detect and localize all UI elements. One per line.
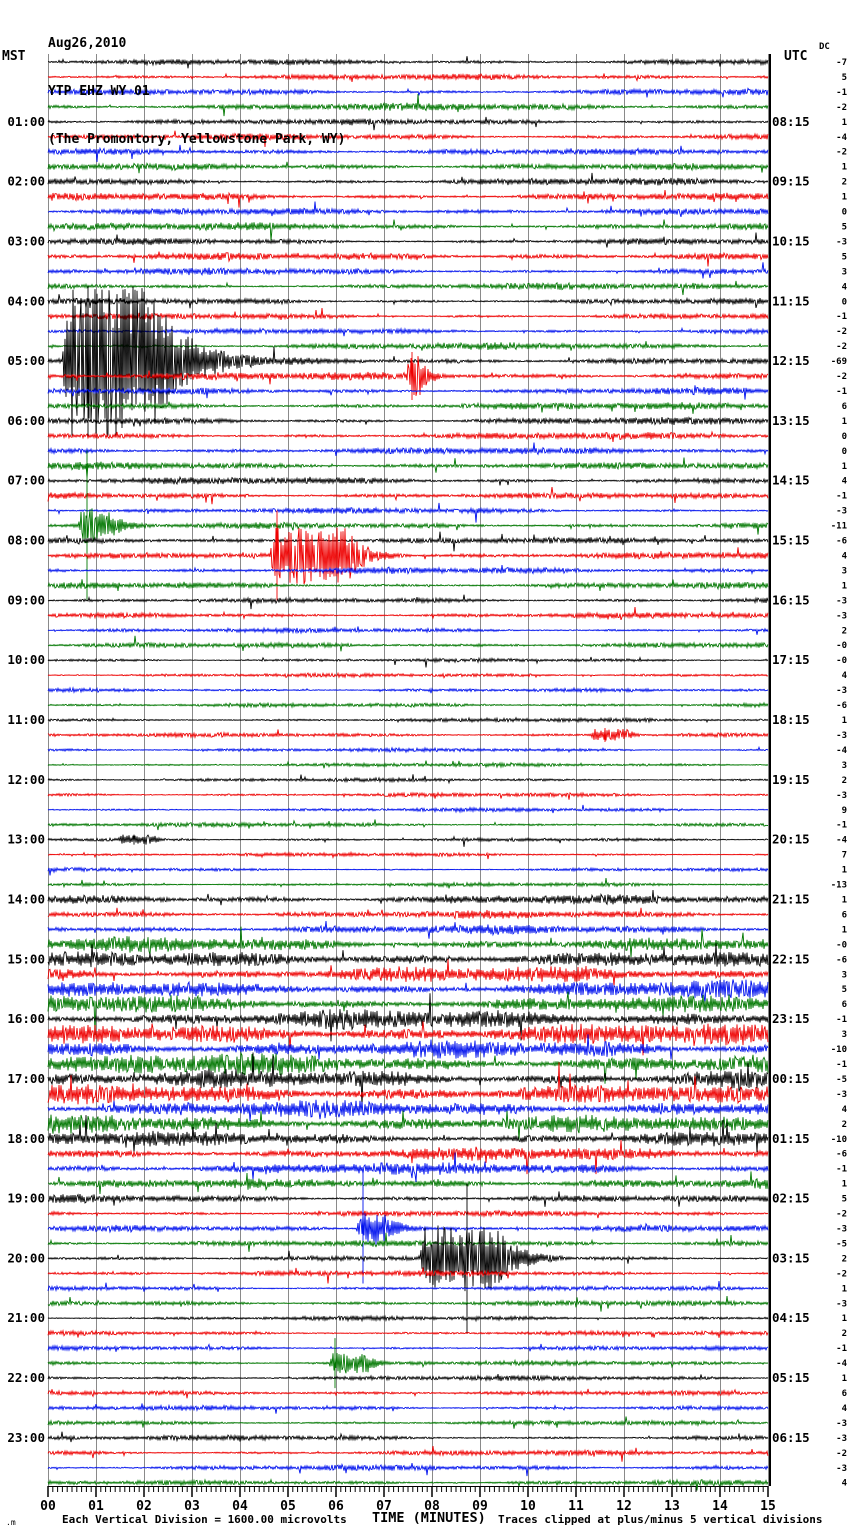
seismo-trace-row-1315 [48, 852, 768, 859]
dc-offset-value: 1 [841, 117, 847, 128]
dc-offset-value: 4 [841, 282, 847, 293]
seismo-trace-row-1000 [48, 657, 768, 667]
dc-offset-value: 2 [841, 1119, 847, 1130]
seismo-trace-row-0615 [48, 432, 768, 442]
x-tick-label: 06 [328, 1499, 344, 1514]
dc-offset-value: -4 [836, 745, 847, 756]
seismo-trace-row-1045 [48, 703, 768, 707]
seismo-trace-row-2030 [48, 1281, 768, 1292]
mst-hour-label: 04:00 [7, 293, 45, 309]
utc-hour-label: 21:15 [772, 891, 810, 907]
utc-hour-label: 11:15 [772, 293, 810, 309]
dc-offset-value: 2 [841, 1329, 847, 1340]
dc-offset-value: -2 [836, 327, 847, 338]
dc-offset-value: 1 [841, 925, 847, 936]
dc-offset-value: 4 [841, 476, 847, 487]
seismo-trace-row-2045 [48, 1296, 768, 1312]
dc-offset-value: -3 [836, 1418, 847, 1429]
seismo-trace-row-1130 [48, 747, 768, 752]
utc-hour-label: 04:15 [772, 1310, 810, 1326]
dc-offset-value: -1 [836, 312, 847, 323]
dc-offset-value: 0 [841, 207, 847, 218]
mst-hour-label: 08:00 [7, 532, 45, 548]
utc-hour-label: 22:15 [772, 951, 810, 967]
seismo-trace-row-1915 [48, 1210, 768, 1218]
utc-hour-label: 18:15 [772, 712, 810, 728]
seismo-trace-row-1030 [48, 688, 768, 693]
utc-hour-label: 14:15 [772, 472, 810, 488]
dc-offset-value: -3 [836, 1224, 847, 1235]
dc-offset-value: 1 [841, 416, 847, 427]
dc-offset-value: 6 [841, 401, 847, 412]
x-tick-label: 04 [232, 1499, 248, 1514]
mst-hour-label: 20:00 [7, 1250, 45, 1266]
dc-offset-value: -3 [836, 611, 847, 622]
seismo-trace-row-1330 [48, 868, 768, 876]
seismo-trace-row-1200 [48, 774, 768, 782]
page-title [48, 4, 345, 180]
seismo-trace-row-0600 [48, 417, 768, 426]
dc-offset-value: 1 [841, 461, 847, 472]
dc-offset-value: -0 [836, 656, 847, 667]
dc-offset-value: -2 [836, 1209, 847, 1220]
dc-offset-value: -1 [836, 1344, 847, 1355]
left-timezone-label: MST [2, 49, 26, 64]
x-tick-label: 05 [280, 1499, 296, 1514]
mst-hour-label: 16:00 [7, 1011, 45, 1027]
seismo-trace-row-2015 [48, 1268, 768, 1284]
dc-offset-value: -1 [836, 491, 847, 502]
seismo-trace-row-2200 [48, 1374, 768, 1381]
utc-hour-label: 23:15 [772, 1011, 810, 1027]
dc-offset-value: 0 [841, 431, 847, 442]
x-tick-label: 02 [136, 1499, 152, 1514]
utc-hour-label: 10:15 [772, 233, 810, 249]
x-tick-label: 07 [376, 1499, 392, 1514]
seismo-trace-row-1945 [48, 1233, 768, 1252]
seismo-trace-row-1530 [48, 979, 768, 1004]
seismo-trace-row-0745 [48, 451, 768, 601]
dc-offset-value: -1 [836, 1164, 847, 1175]
mst-hour-label: 23:00 [7, 1429, 45, 1445]
x-tick-label: 01 [88, 1499, 104, 1514]
dc-offset-value: 4 [841, 551, 847, 562]
dc-offset-value: -2 [836, 147, 847, 158]
seismo-trace-row-0245 [48, 220, 768, 241]
utc-hour-label: 06:15 [772, 1429, 810, 1445]
dc-offset-value: -3 [836, 1299, 847, 1310]
seismo-trace-row-0900 [48, 595, 768, 609]
mst-hour-label: 01:00 [7, 113, 45, 129]
utc-hour-label: 17:15 [772, 652, 810, 668]
seismo-trace-row-0930 [48, 627, 768, 635]
dc-offset-value: 6 [841, 1000, 847, 1011]
dc-offset-value: 3 [841, 970, 847, 981]
seismo-trace-row-0715 [48, 487, 768, 504]
dc-offset-value: -5 [836, 1074, 847, 1085]
dc-offset-value: 4 [841, 671, 847, 682]
seismo-trace-row-1345 [48, 878, 768, 888]
dc-offset-value: -2 [836, 102, 847, 113]
seismo-trace-row-1930 [48, 1173, 768, 1283]
dc-offset-value: -3 [836, 237, 847, 248]
seismo-trace-row-1715 [48, 1062, 768, 1104]
seismo-trace-row-2145 [48, 1338, 768, 1388]
seismo-trace-row-0800 [48, 532, 768, 552]
dc-offset-value: 1 [841, 865, 847, 876]
dc-offset-value: 0 [841, 446, 847, 457]
seismo-trace-row-2000 [48, 1183, 768, 1333]
dc-offset-value: 6 [841, 1388, 847, 1399]
dc-offset-value: -2 [836, 342, 847, 353]
dc-offset-value: 5 [841, 1194, 847, 1205]
seismo-trace-row-2330 [48, 1463, 768, 1476]
seismo-trace-row-1515 [48, 959, 768, 986]
utc-hour-label: 13:15 [772, 412, 810, 428]
seismo-trace-row-1400 [48, 890, 768, 905]
seismo-trace-row-1415 [48, 908, 768, 919]
seismo-trace-row-0415 [48, 308, 768, 320]
dc-offset-value: -2 [836, 1448, 847, 1459]
dc-offset-value: 4 [841, 1104, 847, 1115]
title-date: Aug26,2010 [48, 36, 127, 51]
dc-offset-value: 9 [841, 805, 847, 816]
dc-offset-value: 1 [841, 162, 847, 173]
x-tick-label: 13 [664, 1499, 680, 1514]
dc-offset-value: 0 [841, 297, 847, 308]
dc-offset-value: 1 [841, 716, 847, 727]
utc-hour-label: 15:15 [772, 532, 810, 548]
seismo-trace-row-0315 [48, 252, 768, 267]
x-tick-label: 15 [760, 1499, 776, 1514]
dc-offset-value: -5 [836, 1239, 847, 1250]
dc-offset-value: -4 [836, 1359, 847, 1370]
mst-hour-label: 11:00 [7, 712, 45, 728]
seismo-trace-row-0400 [48, 294, 768, 308]
dc-offset-value: 3 [841, 760, 847, 771]
seismo-trace-row-1100 [48, 718, 768, 723]
dc-offset-value: 5 [841, 72, 847, 83]
dc-offset-value: -1 [836, 1059, 847, 1070]
corner-mark: .m [6, 1518, 16, 1527]
dc-offset-value: -6 [836, 955, 847, 966]
dc-offset-value: -1 [836, 1015, 847, 1026]
utc-hour-label: 19:15 [772, 771, 810, 787]
seismo-trace-row-0300 [48, 233, 768, 248]
dc-offset-value: -1 [836, 87, 847, 98]
dc-offset-value: -11 [830, 521, 847, 532]
dc-offset-value: 1 [841, 1179, 847, 1190]
seismo-trace-row-0215 [48, 190, 768, 208]
mst-hour-label: 09:00 [7, 592, 45, 608]
dc-offset-value: -6 [836, 1149, 847, 1160]
clip-note: Traces clipped at plus/minus 5 vertical divisions [498, 1513, 823, 1526]
dc-offset-value: 2 [841, 1254, 847, 1265]
seismo-trace-row-0915 [48, 607, 768, 620]
utc-hour-label: 08:15 [772, 113, 810, 129]
utc-hour-label: 09:15 [772, 173, 810, 189]
dc-offset-value: 7 [841, 850, 847, 861]
dc-offset-value: 1 [841, 1284, 847, 1295]
dc-offset-value: 2 [841, 775, 847, 786]
dc-offset-value: -69 [830, 357, 847, 368]
seismo-trace-row-2230 [48, 1403, 768, 1413]
seismo-trace-row-0945 [48, 636, 768, 652]
dc-offset-value: -3 [836, 506, 847, 517]
x-tick-label: 08 [424, 1499, 440, 1514]
seismo-trace-row-1215 [48, 793, 768, 800]
seismo-trace-row-0345 [48, 281, 768, 295]
mst-hour-label: 10:00 [7, 652, 45, 668]
mst-hour-label: 03:00 [7, 233, 45, 249]
dc-offset-value: 6 [841, 910, 847, 921]
vertical-division-note: Each Vertical Division = 1600.00 microvolts [62, 1513, 347, 1526]
utc-hour-label: 05:15 [772, 1370, 810, 1386]
dc-offset-value: -0 [836, 641, 847, 652]
utc-hour-label: 03:15 [772, 1250, 810, 1266]
seismo-trace-row-0700 [48, 477, 768, 486]
seismo-trace-row-2315 [48, 1446, 768, 1462]
dc-offset-value: -3 [836, 596, 847, 607]
utc-hour-label: 00:15 [772, 1070, 810, 1086]
mst-hour-label: 22:00 [7, 1370, 45, 1386]
x-tick-label: 12 [616, 1499, 632, 1514]
mst-hour-label: 02:00 [7, 173, 45, 189]
title-station: YTP EHZ WY 01 [48, 84, 150, 99]
x-tick-label: 03 [184, 1499, 200, 1514]
seismo-trace-row-1145 [48, 761, 768, 769]
mst-hour-label: 06:00 [7, 412, 45, 428]
dc-offset-value: -10 [830, 1045, 847, 1056]
seismo-trace-row-0830 [48, 565, 768, 574]
seismo-trace-row-1430 [48, 921, 768, 939]
seismo-trace-row-1015 [48, 673, 768, 678]
right-timezone-label: UTC [784, 49, 808, 64]
dc-offset-value: -3 [836, 1433, 847, 1444]
dc-offset-value: -1 [836, 820, 847, 831]
seismo-trace-row-1900 [48, 1191, 768, 1206]
dc-offset-value: 5 [841, 252, 847, 263]
seismo-trace-row-2100 [48, 1316, 768, 1321]
dc-offset-value: 1 [841, 1314, 847, 1325]
dc-column-header: DC [819, 42, 830, 52]
seismo-trace-row-0645 [48, 458, 768, 478]
dc-offset-value: -3 [836, 1463, 847, 1474]
seismo-trace-row-0630 [48, 443, 768, 456]
seismo-trace-row-1245 [48, 819, 768, 830]
utc-hour-label: 01:15 [772, 1130, 810, 1146]
seismo-trace-row-1115 [48, 728, 768, 742]
mst-hour-label: 07:00 [7, 472, 45, 488]
seismo-trace-row-2130 [48, 1344, 768, 1352]
seismo-trace-row-0545 [48, 402, 768, 414]
seismo-trace-row-0230 [48, 202, 768, 217]
title-location: (The Promontory, Yellowstone Park, WY) [48, 132, 346, 147]
mst-hour-label: 13:00 [7, 831, 45, 847]
dc-offset-value: -3 [836, 790, 847, 801]
seismo-trace-row-2245 [48, 1417, 768, 1429]
x-tick-label: 14 [712, 1499, 728, 1514]
dc-offset-value: -10 [830, 1134, 847, 1145]
dc-offset-value: -3 [836, 686, 847, 697]
dc-offset-value: 1 [841, 895, 847, 906]
mst-hour-label: 21:00 [7, 1310, 45, 1326]
seismo-trace-row-2300 [48, 1432, 768, 1442]
mst-hour-label: 18:00 [7, 1130, 45, 1146]
dc-offset-value: -7 [836, 58, 847, 68]
utc-hour-label: 02:15 [772, 1190, 810, 1206]
dc-offset-value: -3 [836, 730, 847, 741]
seismo-trace-row-1845 [48, 1171, 768, 1194]
x-axis-title: TIME (MINUTES) [372, 1510, 486, 1526]
dc-offset-value: 4 [841, 1478, 847, 1489]
dc-offset-value: 5 [841, 222, 847, 233]
utc-hour-label: 16:15 [772, 592, 810, 608]
dc-offset-value: -0 [836, 940, 847, 951]
utc-hour-label: 20:15 [772, 831, 810, 847]
dc-offset-value: 2 [841, 626, 847, 637]
x-tick-label: 11 [568, 1499, 584, 1514]
utc-hour-label: 12:15 [772, 353, 810, 369]
dc-offset-value: 1 [841, 192, 847, 203]
dc-offset-value: 1 [841, 1374, 847, 1385]
dc-offset-value: -2 [836, 372, 847, 383]
x-tick-label: 09 [472, 1499, 488, 1514]
seismo-trace-row-1230 [48, 805, 768, 813]
dc-offset-value: -4 [836, 132, 847, 143]
dc-offset-value: -4 [836, 835, 847, 846]
seismo-trace-row-0845 [48, 579, 768, 591]
mst-hour-label: 15:00 [7, 951, 45, 967]
seismo-trace-row-1745 [48, 1111, 768, 1141]
x-tick-label: 00 [40, 1499, 56, 1514]
dc-offset-value: -6 [836, 701, 847, 712]
dc-offset-value: 3 [841, 566, 847, 577]
dc-offset-value: 1 [841, 581, 847, 592]
seismo-trace-row-0330 [48, 262, 768, 278]
seismo-trace-row-0430 [48, 328, 768, 336]
dc-offset-value: -2 [836, 1269, 847, 1280]
mst-hour-label: 14:00 [7, 891, 45, 907]
dc-offset-value: 5 [841, 985, 847, 996]
seismo-trace-row-2115 [48, 1331, 768, 1338]
dc-offset-value: -13 [830, 880, 847, 891]
dc-offset-value: 3 [841, 1030, 847, 1041]
mst-hour-label: 17:00 [7, 1070, 45, 1086]
seismo-trace-row-1300 [48, 835, 768, 847]
dc-offset-value: -6 [836, 536, 847, 547]
dc-offset-value: 2 [841, 177, 847, 188]
dc-offset-value: -1 [836, 387, 847, 398]
mst-hour-label: 19:00 [7, 1190, 45, 1206]
dc-offset-value: 4 [841, 1403, 847, 1414]
seismo-trace-row-0500 [48, 286, 768, 436]
mst-hour-label: 12:00 [7, 771, 45, 787]
mst-hour-label: 05:00 [7, 353, 45, 369]
x-tick-label: 10 [520, 1499, 536, 1514]
seismo-trace-row-0730 [48, 503, 768, 523]
seismo-trace-row-2215 [48, 1389, 768, 1398]
seismo-trace-row-0530 [48, 385, 768, 399]
dc-offset-value: 3 [841, 267, 847, 278]
dc-offset-value: -3 [836, 1089, 847, 1100]
